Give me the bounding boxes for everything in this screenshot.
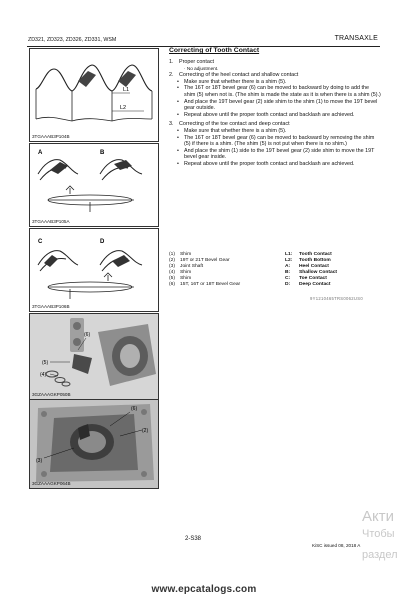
gear-case-photo-2 xyxy=(30,400,158,488)
figure-caption: 3GZAAAGKP050B xyxy=(32,392,71,397)
bullet-item: • Repeat above until the proper tooth contact and backlash are achieved. xyxy=(177,160,355,167)
bullet-icon: • xyxy=(177,78,179,85)
bullet-item: • Make sure that whether there is a shim (5). xyxy=(177,78,287,85)
step-number: 2. xyxy=(169,72,174,79)
legend-row: (4) Shim B: Shallow Contact xyxy=(169,270,338,275)
procedure-steps xyxy=(169,59,381,168)
figure-caption: 3TGAAAB3P104B xyxy=(32,134,70,139)
parts-legend xyxy=(169,252,379,288)
bullet-icon: • xyxy=(177,98,179,105)
step-text: Correcting of the heel contact and shallow contact xyxy=(179,72,299,79)
figure-toe-deep xyxy=(29,228,159,312)
label-4: (4) xyxy=(40,372,47,378)
bullet-item: • And place the shim (1) side to the 19T bevel gear (2) side shim to move the 19T bevel gear inside. xyxy=(177,147,375,161)
label-a: A xyxy=(38,150,43,156)
page-number: 2-S38 xyxy=(185,536,202,542)
step-2 xyxy=(169,72,381,79)
figure-caption: 3TGAAAB3P106B xyxy=(32,304,70,309)
label-5: (5) xyxy=(42,360,49,366)
legend-row: (3) Joint Shaft A: Heel Contact xyxy=(169,264,329,269)
label-6: (6) xyxy=(131,406,138,412)
figure-tooth-contact xyxy=(29,48,159,142)
section-title: Correcting of Tooth Contact xyxy=(169,47,260,54)
header-models: ZD321, ZD323, ZD326, ZD331, WSM xyxy=(28,37,117,43)
watermark-line-1: Акти xyxy=(362,508,394,525)
label-6: (6) xyxy=(84,332,91,338)
legend-row: (6) 15T, 16T or 18T Bevel Gear D: Deep Contact xyxy=(169,282,331,287)
bullet-icon: • xyxy=(177,134,179,141)
figure-heel-shallow xyxy=(29,143,159,227)
label-l1: L1 xyxy=(123,87,130,93)
label-l2: L2 xyxy=(120,105,127,111)
site-url[interactable]: www.epcatalogs.com xyxy=(151,584,257,595)
figure-caption: 3TGAAAB3P105A xyxy=(32,219,70,224)
bullet-icon: • xyxy=(177,85,179,92)
bullet-item: • Repeat above until the proper tooth contact and backlash are achieved. xyxy=(177,111,355,118)
step-3 xyxy=(169,121,381,128)
watermark-line-2: Чтобы xyxy=(362,528,395,540)
toe-deep-drawing xyxy=(30,229,158,311)
tooth-contact-drawing xyxy=(30,49,158,141)
bullet-icon: • xyxy=(177,127,179,134)
step-1 xyxy=(169,59,381,66)
gear-case-photo-1 xyxy=(30,314,158,399)
bullet-icon: • xyxy=(177,111,179,118)
reference-code: 9Y1210465TRS0062US0 xyxy=(310,296,363,301)
bullet-item: • And place the 19T bevel gear (2) side shim to the shim (1) to move the 19T bevel gear outside. xyxy=(177,98,378,112)
legend-row: (2) 19T or 21T Bevel Gear L2: Tooth Bottom xyxy=(169,258,331,263)
bullet-item: • Make sure that whether there is a shim (5). xyxy=(177,127,287,134)
bullet-item: • The 16T or 18T bevel gear (6) can be moved to backward by removing the shim (5) if there is a shim. (The shim (5) is not put when there is no shim.) xyxy=(177,134,375,148)
legend-row: (5) Shim C: Toe Contact xyxy=(169,276,327,281)
step-number: 1. xyxy=(169,59,174,65)
legend-row: (1) Shim L1: Tooth Contact xyxy=(169,252,332,257)
step-note: · No adjustment. xyxy=(184,65,219,71)
header-section: TRANSAXLE xyxy=(334,35,378,42)
label-d: D xyxy=(100,239,105,245)
heel-shallow-drawing xyxy=(30,144,158,226)
label-3: (3) xyxy=(36,458,43,464)
step-text: Proper contact xyxy=(179,59,215,65)
step-text: Correcting of the toe contact and deep contact xyxy=(179,121,290,128)
label-2: (2) xyxy=(142,428,149,434)
bullet-item: • The 16T or 18T bevel gear (6) can be moved to backward by doing to add the shim (5) when not is. (The shim is made the state as it is when there is a shim (5).) xyxy=(177,85,381,98)
bullet-icon: • xyxy=(177,160,179,167)
figure-gear-case-1 xyxy=(29,313,159,400)
figure-gear-case-2 xyxy=(29,399,159,489)
bullet-icon: • xyxy=(177,147,179,154)
figure-caption: 3GZAAAGKP064B xyxy=(32,481,71,486)
step-number: 3. xyxy=(169,121,174,128)
label-c: C xyxy=(38,239,43,245)
issue-info: KiSC issued 08, 2018 A xyxy=(312,543,361,548)
watermark-line-3: раздел xyxy=(362,549,398,561)
label-b: B xyxy=(100,150,105,156)
